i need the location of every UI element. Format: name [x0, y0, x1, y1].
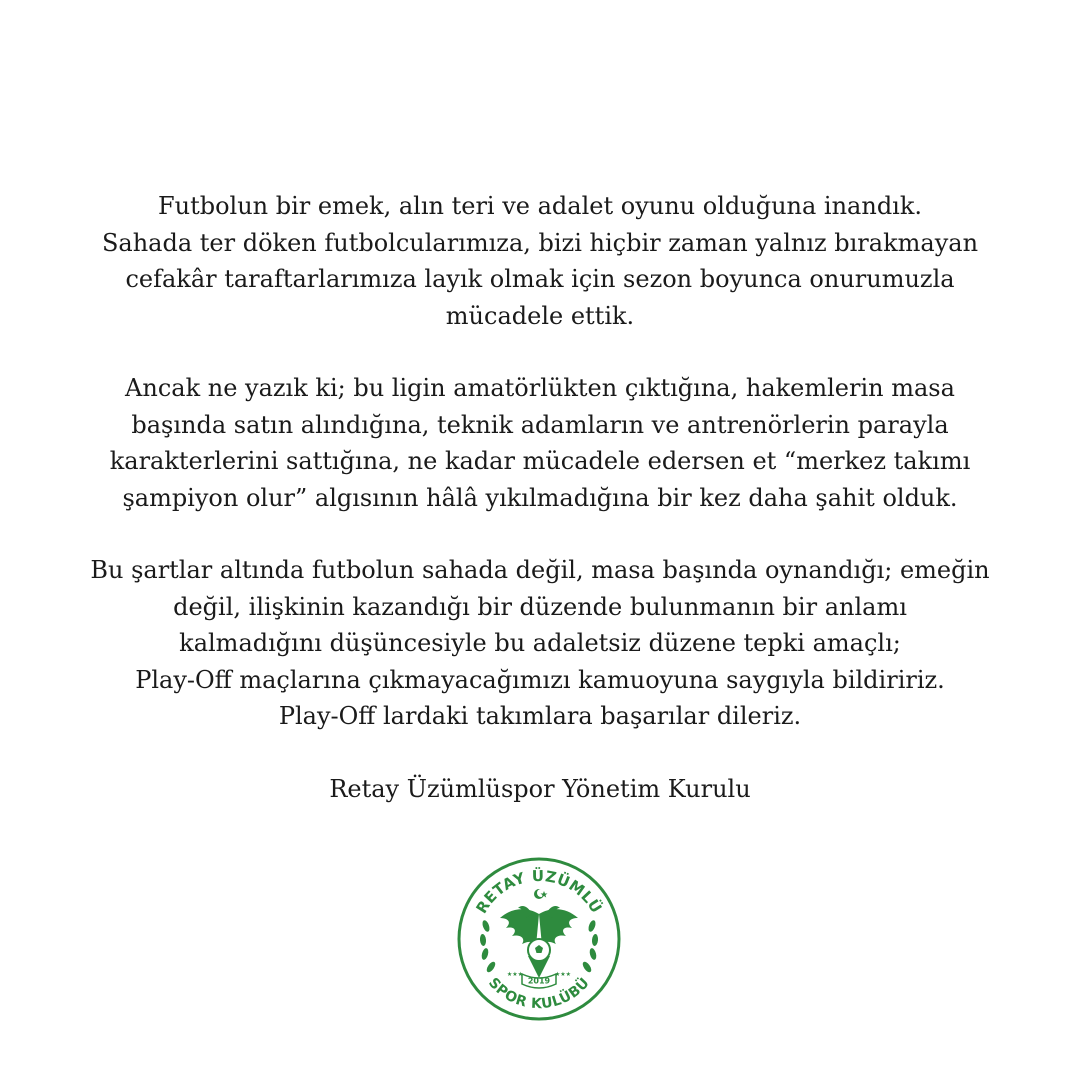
statement-line: Futbolun bir emek, alın teri ve adalet oyunu olduğuna inandık.: [157, 192, 923, 220]
logo-stars-right: ★★★: [554, 971, 572, 978]
statement-line: şampiyon olur” algısının hâlâ yıkılmadığına bir kez daha şahit olduk.: [122, 483, 958, 512]
statement-line: karakterlerini sattığına, ne kadar mücadele edersen et “merkez takımı: [109, 447, 971, 475]
double-headed-eagle-crest-icon: [456, 856, 622, 1022]
club-logo: [456, 856, 622, 1022]
statement-line: Sahada ter döken futbolcularımıza, bizi hiçbir zaman yalnız bırakmayan: [101, 228, 979, 257]
statement-line: başında satın alındığına, teknik adamların ve antrenörlerin parayla: [131, 410, 949, 439]
paragraph-3: [40, 552, 1040, 735]
statement-line: Ancak ne yazık ki; bu ligin amatörlükten çıktığına, hakemlerin masa: [125, 374, 955, 402]
statement-text: [40, 188, 1040, 807]
signature: Retay Üzümlüspor Yönetim Kurulu: [329, 774, 751, 803]
paragraph-1: [40, 188, 1040, 334]
statement-line: kalmadığını düşüncesiyle bu adaletsiz düzene tepki amaçlı;: [179, 629, 901, 657]
statement-line: Play-Off lardaki takımlara başarılar dileriz.: [278, 702, 802, 730]
statement-line: mücadele ettik.: [445, 301, 635, 330]
logo-stars-left: ★★★: [506, 971, 524, 978]
paragraph-2: [40, 370, 1040, 516]
statement-line: Play-Off maçlarına çıkmayacağımızı kamuoyuna saygıyla bildiririz.: [135, 665, 945, 694]
logo-bottom-text: SPOR KULÜBÜ: [485, 974, 593, 1013]
statement-line: değil, ilişkinin kazandığı bir düzende bulunmanın bir anlamı: [173, 592, 907, 621]
statement-line: Bu şartlar altında futbolun sahada değil, masa başında oynandığı; emeğin: [90, 556, 990, 584]
logo-top-text: RETAY ÜZÜMLÜ: [472, 866, 606, 917]
statement-line: cefakâr taraftarlarımıza layık olmak için sezon boyunca onurumuzla: [125, 265, 955, 293]
logo-year: 2019: [527, 976, 551, 986]
